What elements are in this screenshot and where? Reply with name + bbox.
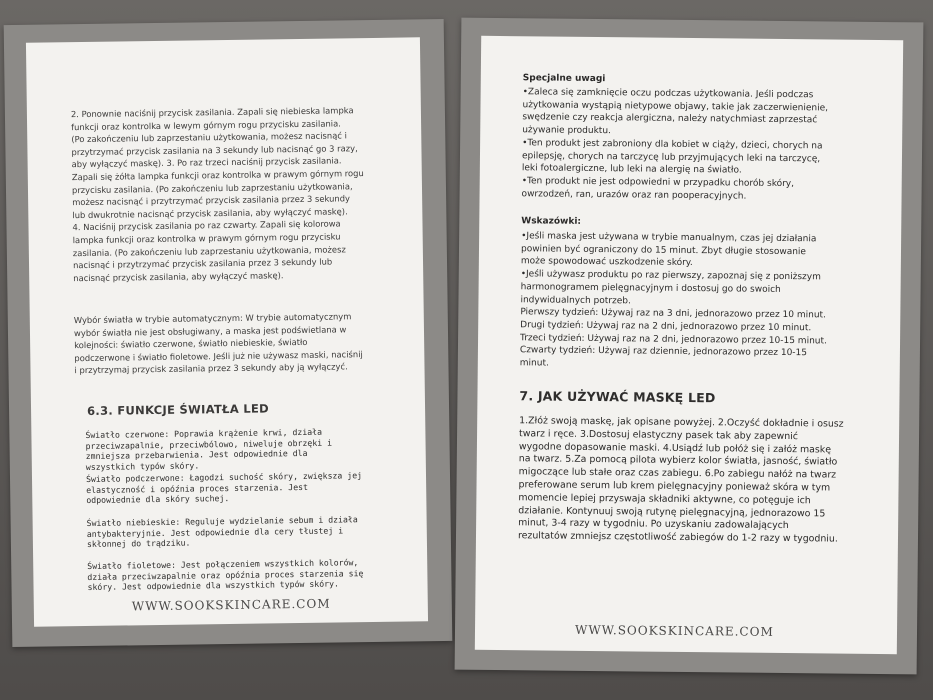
- left-page: [4, 19, 453, 647]
- power-button-instructions: 2. Ponownie naciśnij przycisk zasilania. Zapali się niebieska lampka funkcji oraz kontrolka w lewym górnym rogu przycisku zasilania. (Po zakończeniu lub zaprzestaniu użytkowania, możesz nacisnąć i przytrzymać przycisk zasilania na 3 sekundy lub nacisnąć go 3 razy, aby wyłączyć maskę). 3. Po raz trzeci naciśnij przycisk zasilania. Zapali się żółta lampka funkcji oraz kontrolka w prawym górnym rogu przycisku zasilania. (Po zakończeniu lub zaprzestaniu użytkowania, możesz nacisnąć i przytrzymać przycisk zasilania przez 3 sekundy lub dwukrotnie nacisnąć przycisk zasilania, aby wyłączyć maskę). 4. Naciśnij przycisk zasilania po raz czwarty. Zapali się kolorowa lampka funkcji oraz kontrolka w prawym górnym rogu przycisku zasilania. (Po zakończeniu lub zaprzestaniu użytkowania, możesz nacisnąć i przytrzymać przycisk zasilania przez 3 sekundy lub nacisnąć przycisk zasilania, aby wyłączyć maskę).: [70, 105, 364, 283]
- red-light-text: Światło czerwone: Poprawia krążenie krwi, działa przeciwzapalnie, przeciwbólowo, niweluje obrzęki i zmniejsza przebarwienia. Jest odpowiednie dla wszystkich typów skóry.: [85, 426, 333, 472]
- right-page-inner: [475, 36, 903, 654]
- tips-text: •Jeśli maska jest używana w trybie manualnym, czas jej działania powinien być ograniczony do 15 minut. Zbyt długie stosowanie może spowodować uszkodzenie skóry. •Jeśli używasz produktu po raz pierwszy, zapoznaj się z poniższym harmonogramem pielęgnacyjnym i dostosuj go do swoich indywidualnych potrzeb. Pierwszy tydzień: Używaj raz na 3 dni, jednorazowo przez 10 minut. Drugi tydzień: Używaj raz na 2 dni, jednorazowo przez 10 minut. Trzeci tydzień: Używaj raz na 2 dni, jednorazowo przez 10-15 minut. Czwarty tydzień: Używaj raz dziennie, jednorazowo przez 10-15 minut.: [519, 231, 827, 369]
- left-footer-url: WWW.SOOKSKINCARE.COM: [131, 596, 331, 614]
- violet-light-text: Światło fioletowe: Jest połączeniem wszystkich kolorów, działa przeciwzapalnie oraz opóźnia proces starzenia się skóry. Jest odpowiednie dla wszystkich typów skóry.: [87, 557, 364, 593]
- how-to-use-text: 1.Złóż swoją maskę, jak opisane powyżej. 2.Oczyść dokładnie i osusz twarz i ręce. 3.Dostosuj elastyczny pasek tak aby zapewnić wygodne dopasowanie maski. 4.Usiądź lub połóż się i załóż maskę na twarz. 5.Za pomocą pilota wybierz kolor światła, jasność, światło migoczące lub stałe oraz czas zabiegu. 6.Po zabiegu nałóż na twarz preferowane serum lub krem pielęgnacyjny ponieważ skóra w tym momencie lepiej przyswaja składniki aktywne, co potęguje ich działanie. Kontynuuj swoją rutynę pielęgnacyjną, jednorazowo 15 minut, 3-4 razy w tygodniu. Po uzyskaniu zadowalających rezultatów zmniejsz częstotliwość zabiegów do 1-2 razy w tygodniu.: [517, 415, 844, 545]
- special-notes-text: •Zaleca się zamknięcie oczu podczas użytkowania. Jeśli podczas użytkowania wystąpią nietypowe objawy, takie jak zaczerwienienie, swędzenie czy reakcja alergiczna, należy natychmiast zaprzestać używanie produktu. •Ten produkt jest zabroniony dla kobiet w ciąży, dzieci, chorych na epilepsję, chorych na tarczycę lub przyjmujących leki na tarczycę, leki fotoalergiczne, lub leki na alergię na światło. •Ten produkt nie jest odpowiedni w przypadku chorób skóry, owrzodzeń, ran, urazów oraz ran pooperacyjnych.: [521, 87, 829, 202]
- how-to-use-heading: 7. JAK UŻYWAĆ MASKĘ LED: [519, 388, 716, 406]
- auto-mode-text: Wybór światła w trybie automatycznym: W trybie automatycznym wybór światła nie jest obsługiwany, a maska jest podświetlana w kolejności: światło czerwone, światło niebieskie, światło podczerwone i światło fioletowe. Jeśli już nie używasz maski, naciśnij i przytrzymaj przycisk zasilania przez 3 sekundy aby ją wyłączyć.: [73, 311, 363, 376]
- right-page: [455, 18, 924, 675]
- left-page-inner: [26, 37, 428, 626]
- led-functions-heading: 6.3. FUNKCJE ŚWIATŁA LED: [86, 401, 270, 418]
- right-footer-url: WWW.SOOKSKINCARE.COM: [574, 622, 774, 639]
- tips-heading: Wskazówki:: [521, 216, 582, 227]
- special-notes-heading: Specjalne uwagi: [522, 73, 606, 85]
- infrared-light-text: Światło podczerwone: Łagodzi suchość skóry, zwiększa jej elastyczność i opóźnia proces starzenia. Jest odpowiednie dla skóry suchej.: [85, 470, 363, 506]
- blue-light-text: Światło niebieskie: Reguluje wydzielanie sebum i działa antybakteryjnie. Jest odpowiednie dla cery tłustej i skłonnej do trądziku.: [86, 514, 358, 550]
